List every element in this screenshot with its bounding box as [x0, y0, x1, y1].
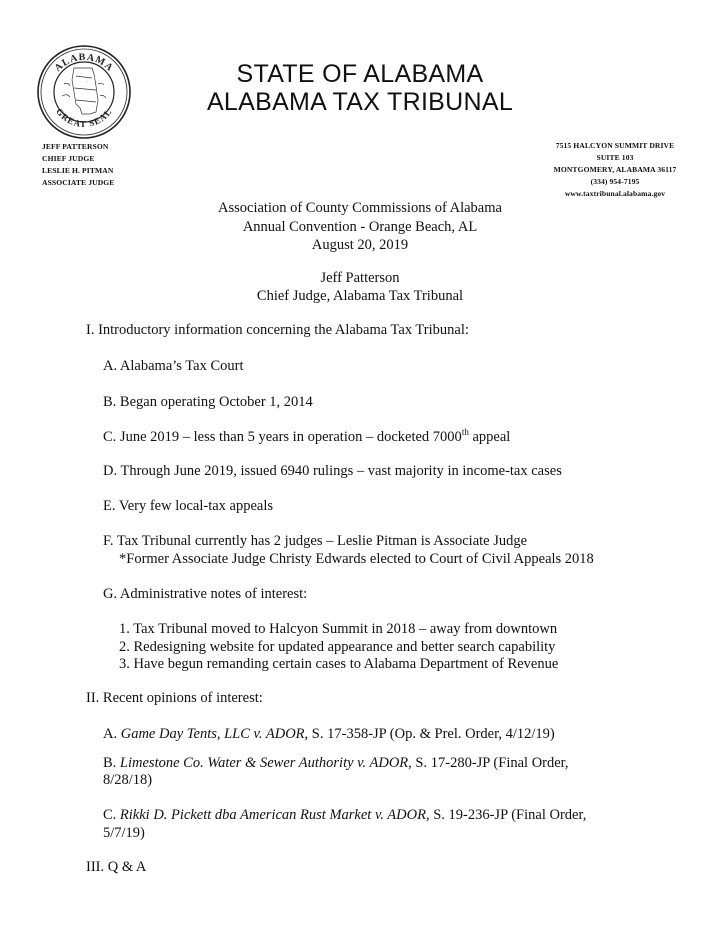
great-seal-icon	[36, 44, 132, 140]
opinion-a: A. Game Day Tents, LLC v. ADOR, S. 17-358-JP (Op. & Prel. Order, 4/12/19)	[103, 726, 555, 742]
item-1f-note: *Former Associate Judge Christy Edwards elected to Court of Civil Appeals 2018	[119, 551, 594, 567]
item-1b: B. Began operating October 1, 2014	[103, 394, 313, 410]
item-1g: G. Administrative notes of interest:	[103, 586, 308, 602]
address-phone: (334) 954-7195	[590, 177, 640, 186]
address-city: MONTGOMERY, ALABAMA 36117	[553, 165, 677, 174]
svg-text:~: ~	[86, 79, 89, 83]
item-1g-3: 3. Have begun remanding certain cases to Alabama Department of Revenue	[119, 656, 559, 672]
opinion-c-continued: 5/7/19)	[103, 825, 145, 841]
item-1e: E. Very few local-tax appeals	[103, 498, 274, 514]
item-1g-1: 1. Tax Tribunal moved to Halcyon Summit in 2018 – away from downtown	[119, 621, 558, 637]
speaker-name: Jeff Patterson	[320, 270, 400, 286]
case-name-c: Rikki D. Pickett dba American Rust Market v. ADOR	[119, 807, 426, 823]
svg-text:ALABAMA: ALABAMA	[52, 51, 116, 74]
case-name-b: Limestone Co. Water & Sewer Authority v. ADOR	[119, 755, 409, 771]
address-block	[540, 140, 690, 200]
section-2-heading: II. Recent opinions of interest:	[86, 690, 263, 706]
case-name-a: Game Day Tents, LLC v. ADOR	[120, 726, 305, 742]
item-1g-2: 2. Redesigning website for updated appearance and better search capability	[119, 639, 556, 655]
associate-judge-name: LESLIE H. PITMAN	[42, 166, 114, 175]
opinion-b-continued: 8/28/18)	[103, 772, 153, 788]
letterhead-title-line2: ALABAMA TAX TRIBUNAL	[206, 88, 514, 116]
opinion-c: C. Rikki D. Pickett dba American Rust Market v. ADOR, S. 19-236-JP (Final Order,	[103, 807, 587, 823]
section-3-heading: III. Q & A	[86, 859, 147, 875]
event-org: Association of County Commissions of Alabama	[218, 200, 502, 216]
address-website: www.taxtribunal.alabama.gov	[564, 189, 666, 198]
section-1-heading: I. Introductory information concerning the Alabama Tax Tribunal:	[86, 322, 469, 338]
associate-judge-title: ASSOCIATE JUDGE	[42, 178, 115, 187]
svg-text:~: ~	[80, 71, 83, 75]
address-suite: SUITE 103	[596, 153, 634, 162]
chief-judge-name: JEFF PATTERSON	[42, 142, 109, 151]
item-1d: D. Through June 2019, issued 6940 rulings – vast majority in income-tax cases	[103, 463, 562, 479]
judges-block	[42, 141, 114, 189]
item-1f: F. Tax Tribunal currently has 2 judges – Leslie Pitman is Associate Judge	[103, 533, 528, 549]
chief-judge-title: CHIEF JUDGE	[42, 154, 95, 163]
item-1c: C. June 2019 – less than 5 years in operation – docketed 7000th appeal	[103, 427, 511, 445]
letterhead-title-line1: STATE OF ALABAMA	[236, 60, 484, 88]
svg-text:GREAT SEAL: GREAT SEAL	[54, 106, 114, 130]
svg-text:~: ~	[82, 91, 85, 95]
item-1a: A. Alabama’s Tax Court	[103, 358, 244, 374]
event-date: August 20, 2019	[311, 237, 409, 253]
speaker-title: Chief Judge, Alabama Tax Tribunal	[256, 288, 464, 304]
opinion-b: B. Limestone Co. Water & Sewer Authority v. ADOR, S. 17-280-JP (Final Order,	[103, 755, 569, 771]
address-street: 7515 HALCYON SUMMIT DRIVE	[555, 141, 675, 150]
event-name: Annual Convention - Orange Beach, AL	[242, 219, 478, 235]
